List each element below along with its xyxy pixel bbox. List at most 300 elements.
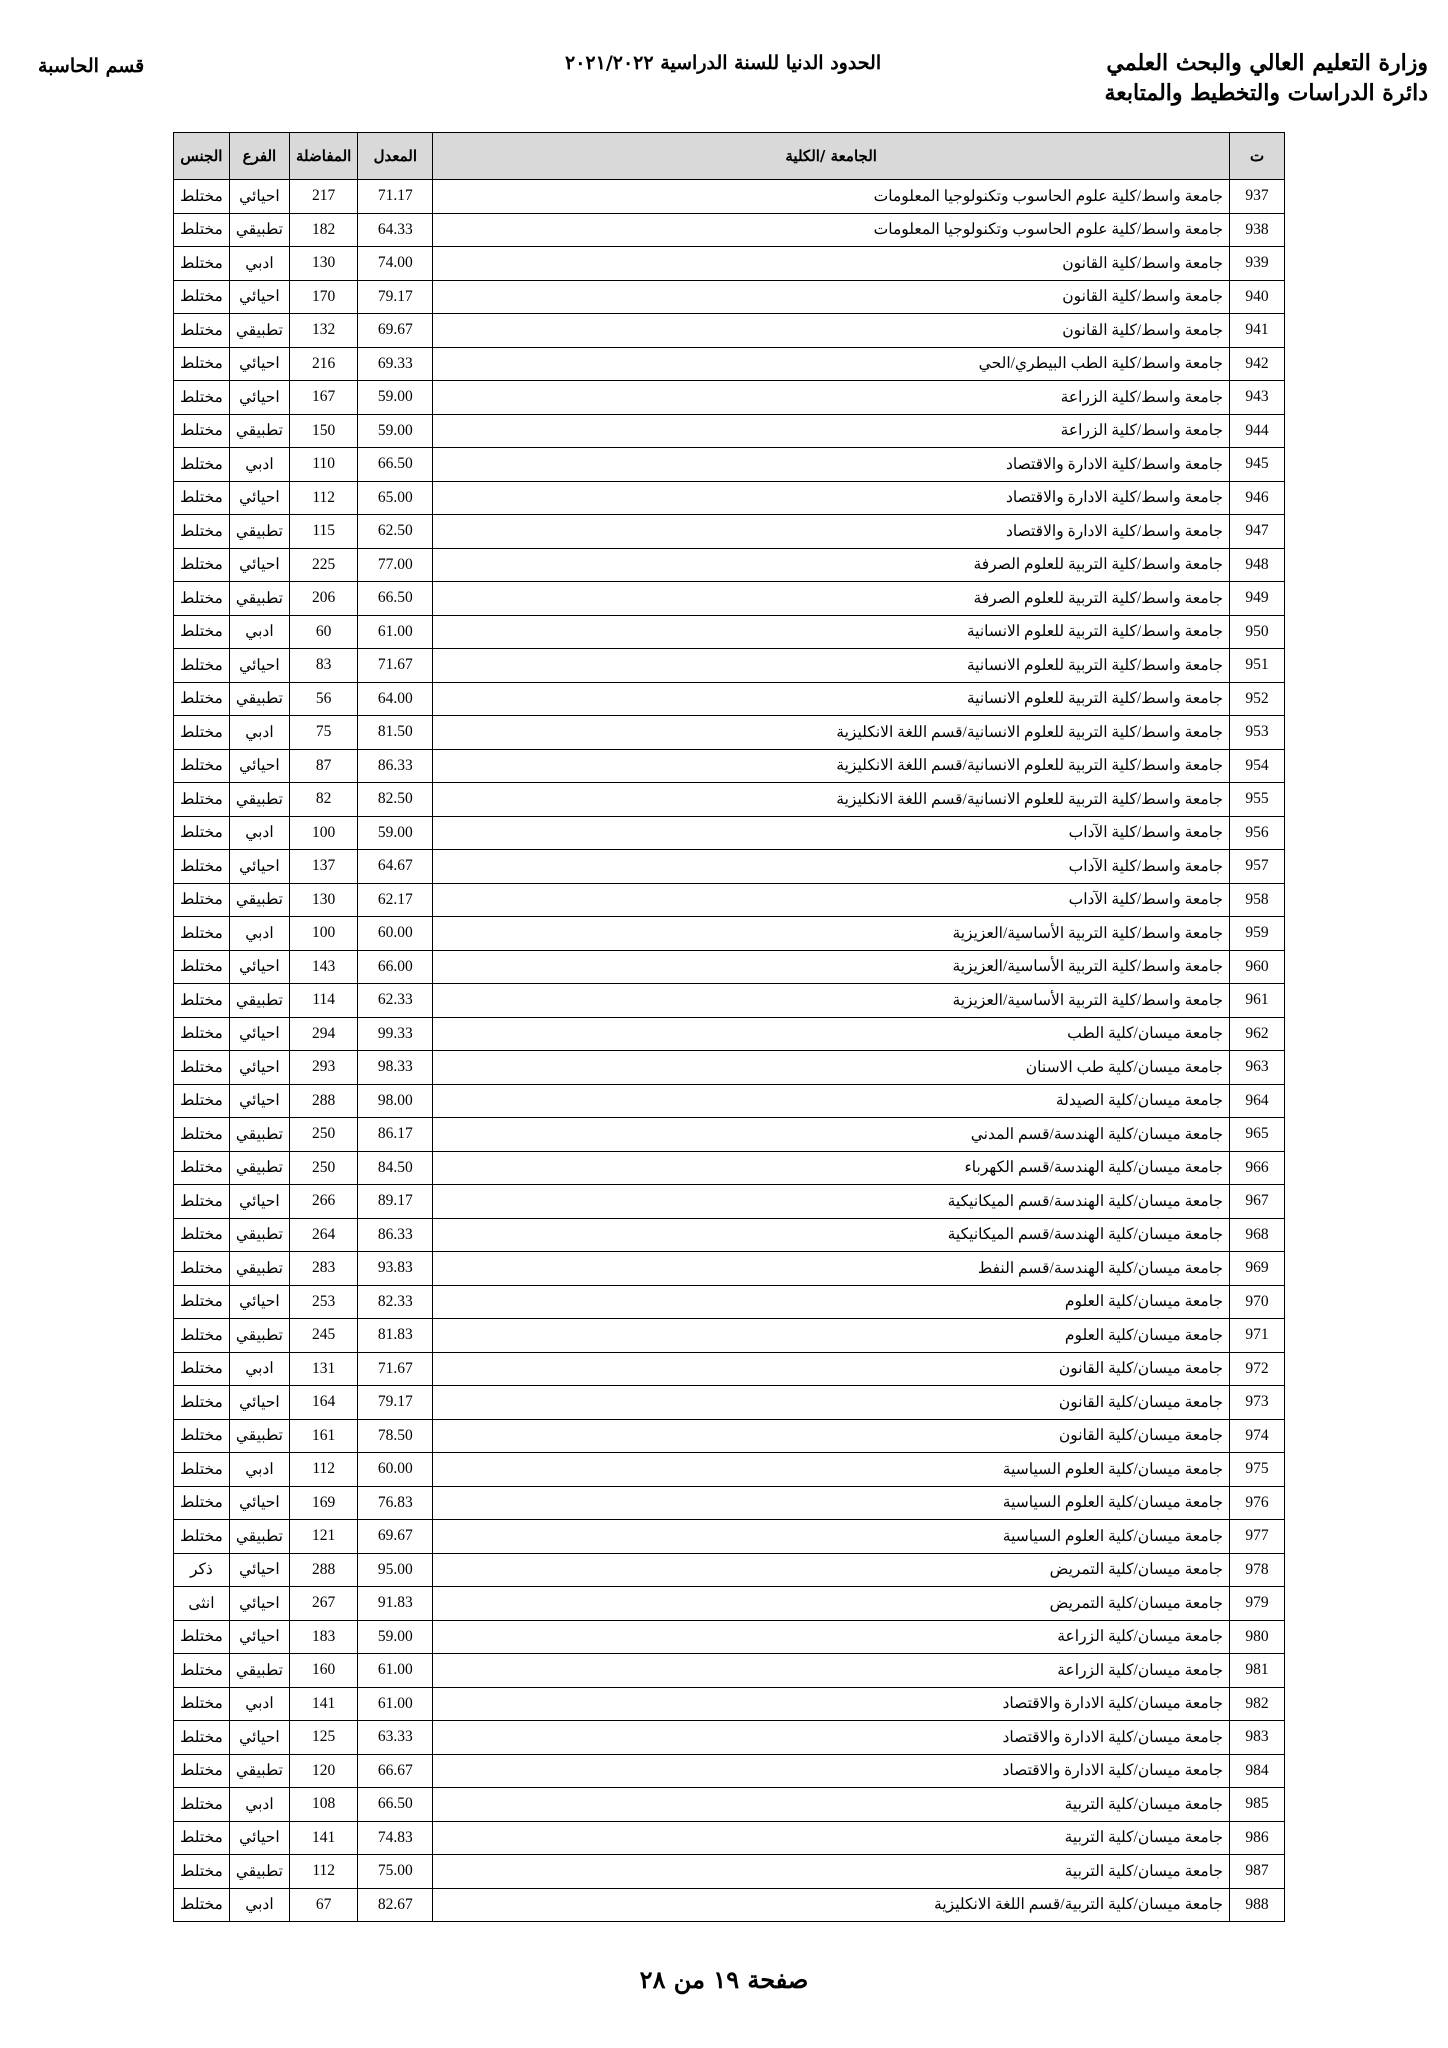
branch-cell: احيائي — [229, 850, 289, 884]
table-row — [174, 1855, 1285, 1889]
table-row — [174, 917, 1285, 951]
average-cell: 71.17 — [358, 180, 433, 214]
row-number-cell: 951 — [1230, 649, 1285, 683]
row-number-cell: 969 — [1230, 1252, 1285, 1286]
branch-cell: تطبيقي — [229, 515, 289, 549]
branch-cell: احيائي — [229, 381, 289, 415]
row-number-cell: 983 — [1230, 1721, 1285, 1755]
university-college-cell: جامعة واسط/كلية التربية الأساسية/العزيزية — [433, 984, 1230, 1018]
row-number-cell: 966 — [1230, 1151, 1285, 1185]
table-row — [174, 1721, 1285, 1755]
university-college-cell: جامعة ميسان/كلية طب الاسنان — [433, 1051, 1230, 1085]
row-number-cell: 959 — [1230, 917, 1285, 951]
row-number-cell: 972 — [1230, 1352, 1285, 1386]
table-row — [174, 749, 1285, 783]
branch-cell: تطبيقي — [229, 984, 289, 1018]
university-college-cell: جامعة ميسان/كلية العلوم السياسية — [433, 1486, 1230, 1520]
university-college-cell: جامعة ميسان/كلية الادارة والاقتصاد — [433, 1754, 1230, 1788]
column-header-gender: الجنس — [174, 133, 230, 180]
table-header-row — [174, 133, 1285, 180]
average-cell: 66.50 — [358, 1788, 433, 1822]
average-cell: 64.67 — [358, 850, 433, 884]
branch-cell: تطبيقي — [229, 213, 289, 247]
preference-cell: 283 — [290, 1252, 358, 1286]
row-number-cell: 976 — [1230, 1486, 1285, 1520]
university-college-cell: جامعة ميسان/كلية العلوم السياسية — [433, 1453, 1230, 1487]
preference-cell: 217 — [290, 180, 358, 214]
preference-cell: 150 — [290, 414, 358, 448]
table-row — [174, 883, 1285, 917]
gender-cell: مختلط — [174, 1185, 230, 1219]
preference-cell: 100 — [290, 816, 358, 850]
average-cell: 98.00 — [358, 1084, 433, 1118]
row-number-cell: 964 — [1230, 1084, 1285, 1118]
gender-cell: مختلط — [174, 716, 230, 750]
average-cell: 78.50 — [358, 1419, 433, 1453]
preference-cell: 125 — [290, 1721, 358, 1755]
branch-cell: احيائي — [229, 280, 289, 314]
gender-cell: مختلط — [174, 1118, 230, 1152]
average-cell: 86.33 — [358, 749, 433, 783]
table-row — [174, 1687, 1285, 1721]
branch-cell: تطبيقي — [229, 1118, 289, 1152]
gender-cell: مختلط — [174, 314, 230, 348]
gender-cell: مختلط — [174, 1453, 230, 1487]
university-college-cell: جامعة ميسان/كلية التربية — [433, 1821, 1230, 1855]
row-number-cell: 987 — [1230, 1855, 1285, 1889]
preference-cell: 130 — [290, 883, 358, 917]
university-college-cell: جامعة واسط/كلية علوم الحاسوب وتكنولوجيا المعلومات — [433, 213, 1230, 247]
preference-cell: 60 — [290, 615, 358, 649]
branch-cell: ادبي — [229, 1788, 289, 1822]
branch-cell: ادبي — [229, 917, 289, 951]
preference-cell: 266 — [290, 1185, 358, 1219]
gender-cell: مختلط — [174, 1252, 230, 1286]
row-number-cell: 952 — [1230, 682, 1285, 716]
university-college-cell: جامعة واسط/كلية الزراعة — [433, 414, 1230, 448]
university-college-cell: جامعة واسط/كلية الآداب — [433, 850, 1230, 884]
table-row — [174, 347, 1285, 381]
preference-cell: 82 — [290, 783, 358, 817]
university-college-cell: جامعة واسط/كلية الادارة والاقتصاد — [433, 481, 1230, 515]
branch-cell: تطبيقي — [229, 1520, 289, 1554]
row-number-cell: 981 — [1230, 1654, 1285, 1688]
branch-cell: احيائي — [229, 1721, 289, 1755]
table-row — [174, 247, 1285, 281]
gender-cell: مختلط — [174, 984, 230, 1018]
gender-cell: مختلط — [174, 1721, 230, 1755]
column-header-average: المعدل — [358, 133, 433, 180]
preference-cell: 87 — [290, 749, 358, 783]
row-number-cell: 943 — [1230, 381, 1285, 415]
gender-cell: مختلط — [174, 280, 230, 314]
row-number-cell: 955 — [1230, 783, 1285, 817]
preference-cell: 288 — [290, 1553, 358, 1587]
average-cell: 86.17 — [358, 1118, 433, 1152]
university-college-cell: جامعة ميسان/كلية الهندسة/قسم المدني — [433, 1118, 1230, 1152]
branch-cell: احيائي — [229, 1486, 289, 1520]
branch-cell: احيائي — [229, 1587, 289, 1621]
row-number-cell: 986 — [1230, 1821, 1285, 1855]
university-college-cell: جامعة واسط/كلية الادارة والاقتصاد — [433, 448, 1230, 482]
gender-cell: مختلط — [174, 1051, 230, 1085]
table-row — [174, 1118, 1285, 1152]
table-row — [174, 1587, 1285, 1621]
preference-cell: 253 — [290, 1285, 358, 1319]
university-college-cell: جامعة واسط/كلية التربية الأساسية/العزيزية — [433, 950, 1230, 984]
gender-cell: مختلط — [174, 1285, 230, 1319]
university-college-cell: جامعة ميسان/كلية التمريض — [433, 1587, 1230, 1621]
table-row — [174, 548, 1285, 582]
university-college-cell: جامعة ميسان/كلية القانون — [433, 1352, 1230, 1386]
row-number-cell: 941 — [1230, 314, 1285, 348]
preference-cell: 161 — [290, 1419, 358, 1453]
university-college-cell: جامعة واسط/كلية القانون — [433, 280, 1230, 314]
university-college-cell: جامعة واسط/كلية التربية للعلوم الانسانية — [433, 615, 1230, 649]
average-cell: 62.17 — [358, 883, 433, 917]
university-college-cell: جامعة ميسان/كلية الهندسة/قسم الميكانيكية — [433, 1218, 1230, 1252]
gender-cell: مختلط — [174, 1520, 230, 1554]
average-cell: 93.83 — [358, 1252, 433, 1286]
column-header-branch: الفرع — [229, 133, 289, 180]
gender-cell: مختلط — [174, 1151, 230, 1185]
row-number-cell: 982 — [1230, 1687, 1285, 1721]
gender-cell: مختلط — [174, 414, 230, 448]
gender-cell: ذكر — [174, 1553, 230, 1587]
row-number-cell: 961 — [1230, 984, 1285, 1018]
row-number-cell: 968 — [1230, 1218, 1285, 1252]
preference-cell: 167 — [290, 381, 358, 415]
table-row — [174, 984, 1285, 1018]
gender-cell: مختلط — [174, 649, 230, 683]
gender-cell: مختلط — [174, 850, 230, 884]
branch-cell: احيائي — [229, 1386, 289, 1420]
average-cell: 69.67 — [358, 1520, 433, 1554]
branch-cell: تطبيقي — [229, 1419, 289, 1453]
row-number-cell: 942 — [1230, 347, 1285, 381]
university-college-cell: جامعة ميسان/كلية الهندسة/قسم الميكانيكية — [433, 1185, 1230, 1219]
row-number-cell: 977 — [1230, 1520, 1285, 1554]
branch-cell: احيائي — [229, 749, 289, 783]
gender-cell: انثى — [174, 1587, 230, 1621]
row-number-cell: 957 — [1230, 850, 1285, 884]
average-cell: 69.33 — [358, 347, 433, 381]
table-row — [174, 1788, 1285, 1822]
university-college-cell: جامعة ميسان/كلية الزراعة — [433, 1654, 1230, 1688]
branch-cell: تطبيقي — [229, 314, 289, 348]
preference-cell: 143 — [290, 950, 358, 984]
row-number-cell: 971 — [1230, 1319, 1285, 1353]
table-row — [174, 1520, 1285, 1554]
preference-cell: 294 — [290, 1017, 358, 1051]
branch-cell: تطبيقي — [229, 682, 289, 716]
branch-cell: تطبيقي — [229, 1855, 289, 1889]
preference-cell: 169 — [290, 1486, 358, 1520]
gender-cell: مختلط — [174, 1620, 230, 1654]
gender-cell: مختلط — [174, 1486, 230, 1520]
page-number: صفحة ١٩ من ٢٨ — [639, 1965, 809, 1994]
row-number-cell: 984 — [1230, 1754, 1285, 1788]
row-number-cell: 944 — [1230, 414, 1285, 448]
admission-limits-table — [173, 132, 1285, 1922]
branch-cell: ادبي — [229, 716, 289, 750]
university-college-cell: جامعة ميسان/كلية القانون — [433, 1419, 1230, 1453]
preference-cell: 114 — [290, 984, 358, 1018]
preference-cell: 183 — [290, 1620, 358, 1654]
average-cell: 95.00 — [358, 1553, 433, 1587]
average-cell: 60.00 — [358, 1453, 433, 1487]
average-cell: 81.50 — [358, 716, 433, 750]
university-college-cell: جامعة واسط/كلية الزراعة — [433, 381, 1230, 415]
table-row — [174, 180, 1285, 214]
university-college-cell: جامعة ميسان/كلية الطب — [433, 1017, 1230, 1051]
university-college-cell: جامعة ميسان/كلية التمريض — [433, 1553, 1230, 1587]
average-cell: 75.00 — [358, 1855, 433, 1889]
branch-cell: تطبيقي — [229, 1218, 289, 1252]
branch-cell: احيائي — [229, 1185, 289, 1219]
branch-cell: تطبيقي — [229, 582, 289, 616]
branch-cell: احيائي — [229, 1620, 289, 1654]
branch-cell: ادبي — [229, 1453, 289, 1487]
table-row — [174, 1654, 1285, 1688]
average-cell: 59.00 — [358, 414, 433, 448]
average-cell: 66.00 — [358, 950, 433, 984]
preference-cell: 131 — [290, 1352, 358, 1386]
row-number-cell: 988 — [1230, 1888, 1285, 1922]
table-body — [174, 180, 1285, 1922]
preference-cell: 112 — [290, 1855, 358, 1889]
branch-cell: ادبي — [229, 816, 289, 850]
row-number-cell: 956 — [1230, 816, 1285, 850]
preference-cell: 141 — [290, 1821, 358, 1855]
average-cell: 59.00 — [358, 816, 433, 850]
average-cell: 65.00 — [358, 481, 433, 515]
branch-cell: احيائي — [229, 1285, 289, 1319]
average-cell: 79.17 — [358, 280, 433, 314]
gender-cell: مختلط — [174, 950, 230, 984]
table-row — [174, 716, 1285, 750]
average-cell: 66.50 — [358, 582, 433, 616]
university-college-cell: جامعة واسط/كلية التربية للعلوم الانسانية/قسم اللغة الانكليزية — [433, 749, 1230, 783]
branch-cell: تطبيقي — [229, 1151, 289, 1185]
average-cell: 98.33 — [358, 1051, 433, 1085]
preference-cell: 121 — [290, 1520, 358, 1554]
university-college-cell: جامعة واسط/كلية الطب البيطري/الحي — [433, 347, 1230, 381]
preference-cell: 288 — [290, 1084, 358, 1118]
branch-cell: احيائي — [229, 1553, 289, 1587]
row-number-cell: 973 — [1230, 1386, 1285, 1420]
preference-cell: 137 — [290, 850, 358, 884]
row-number-cell: 980 — [1230, 1620, 1285, 1654]
average-cell: 79.17 — [358, 1386, 433, 1420]
table-row — [174, 1486, 1285, 1520]
average-cell: 66.67 — [358, 1754, 433, 1788]
row-number-cell: 937 — [1230, 180, 1285, 214]
university-college-cell: جامعة واسط/كلية التربية للعلوم الصرفة — [433, 548, 1230, 582]
preference-cell: 225 — [290, 548, 358, 582]
average-cell: 69.67 — [358, 314, 433, 348]
average-cell: 61.00 — [358, 615, 433, 649]
preference-cell: 112 — [290, 481, 358, 515]
gender-cell: مختلط — [174, 1419, 230, 1453]
table-row — [174, 1386, 1285, 1420]
university-college-cell: جامعة ميسان/كلية العلوم السياسية — [433, 1520, 1230, 1554]
gender-cell: مختلط — [174, 548, 230, 582]
preference-cell: 108 — [290, 1788, 358, 1822]
preference-cell: 112 — [290, 1453, 358, 1487]
branch-cell: ادبي — [229, 1888, 289, 1922]
preference-cell: 115 — [290, 515, 358, 549]
average-cell: 91.83 — [358, 1587, 433, 1621]
average-cell: 61.00 — [358, 1687, 433, 1721]
university-college-cell: جامعة ميسان/كلية القانون — [433, 1386, 1230, 1420]
row-number-cell: 978 — [1230, 1553, 1285, 1587]
preference-cell: 75 — [290, 716, 358, 750]
average-cell: 82.67 — [358, 1888, 433, 1922]
table-row — [174, 1051, 1285, 1085]
preference-cell: 67 — [290, 1888, 358, 1922]
branch-cell: ادبي — [229, 615, 289, 649]
row-number-cell: 970 — [1230, 1285, 1285, 1319]
row-number-cell: 975 — [1230, 1453, 1285, 1487]
average-cell: 60.00 — [358, 917, 433, 951]
average-cell: 64.00 — [358, 682, 433, 716]
average-cell: 62.50 — [358, 515, 433, 549]
preference-cell: 132 — [290, 314, 358, 348]
branch-cell: احيائي — [229, 548, 289, 582]
gender-cell: مختلط — [174, 1386, 230, 1420]
gender-cell: مختلط — [174, 816, 230, 850]
row-number-cell: 985 — [1230, 1788, 1285, 1822]
university-college-cell: جامعة واسط/كلية التربية للعلوم الانسانية/قسم اللغة الانكليزية — [433, 716, 1230, 750]
preference-cell: 141 — [290, 1687, 358, 1721]
average-cell: 59.00 — [358, 1620, 433, 1654]
university-college-cell: جامعة واسط/كلية الآداب — [433, 816, 1230, 850]
preference-cell: 164 — [290, 1386, 358, 1420]
average-cell: 74.83 — [358, 1821, 433, 1855]
branch-cell: احيائي — [229, 1821, 289, 1855]
row-number-cell: 963 — [1230, 1051, 1285, 1085]
gender-cell: مختلط — [174, 213, 230, 247]
row-number-cell: 967 — [1230, 1185, 1285, 1219]
gender-cell: مختلط — [174, 1218, 230, 1252]
average-cell: 76.83 — [358, 1486, 433, 1520]
row-number-cell: 979 — [1230, 1587, 1285, 1621]
gender-cell: مختلط — [174, 883, 230, 917]
table-row — [174, 515, 1285, 549]
column-header-preference: المفاضلة — [290, 133, 358, 180]
row-number-cell: 974 — [1230, 1419, 1285, 1453]
gender-cell: مختلط — [174, 582, 230, 616]
branch-cell: تطبيقي — [229, 783, 289, 817]
preference-cell: 170 — [290, 280, 358, 314]
directorate-name: دائرة الدراسات والتخطيط والمتابعة — [1104, 80, 1428, 106]
table-row — [174, 1620, 1285, 1654]
document-title: الحدود الدنيا للسنة الدراسية ٢٠٢١/٢٠٢٢ — [565, 52, 882, 74]
gender-cell: مختلط — [174, 615, 230, 649]
average-cell: 86.33 — [358, 1218, 433, 1252]
branch-cell: احيائي — [229, 1017, 289, 1051]
preference-cell: 160 — [290, 1654, 358, 1688]
gender-cell: مختلط — [174, 347, 230, 381]
table-row — [174, 1218, 1285, 1252]
table-row — [174, 314, 1285, 348]
university-college-cell: جامعة ميسان/كلية الادارة والاقتصاد — [433, 1687, 1230, 1721]
row-number-cell: 938 — [1230, 213, 1285, 247]
average-cell: 82.50 — [358, 783, 433, 817]
table-row — [174, 1352, 1285, 1386]
row-number-cell: 947 — [1230, 515, 1285, 549]
branch-cell: تطبيقي — [229, 414, 289, 448]
university-college-cell: جامعة واسط/كلية التربية للعلوم الصرفة — [433, 582, 1230, 616]
branch-cell: احيائي — [229, 1051, 289, 1085]
preference-cell: 245 — [290, 1319, 358, 1353]
preference-cell: 293 — [290, 1051, 358, 1085]
preference-cell: 250 — [290, 1118, 358, 1152]
gender-cell: مختلط — [174, 247, 230, 281]
table-row — [174, 1319, 1285, 1353]
branch-cell: تطبيقي — [229, 1754, 289, 1788]
university-college-cell: جامعة ميسان/كلية الادارة والاقتصاد — [433, 1721, 1230, 1755]
preference-cell: 264 — [290, 1218, 358, 1252]
gender-cell: مختلط — [174, 1754, 230, 1788]
branch-cell: احيائي — [229, 1084, 289, 1118]
preference-cell: 182 — [290, 213, 358, 247]
average-cell: 89.17 — [358, 1185, 433, 1219]
row-number-cell: 946 — [1230, 481, 1285, 515]
gender-cell: مختلط — [174, 917, 230, 951]
university-college-cell: جامعة ميسان/كلية الصيدلة — [433, 1084, 1230, 1118]
table-row — [174, 481, 1285, 515]
gender-cell: مختلط — [174, 1687, 230, 1721]
branch-cell: احيائي — [229, 347, 289, 381]
table-row — [174, 1553, 1285, 1587]
row-number-cell: 953 — [1230, 716, 1285, 750]
branch-cell: تطبيقي — [229, 883, 289, 917]
average-cell: 63.33 — [358, 1721, 433, 1755]
table-row — [174, 950, 1285, 984]
table-row — [174, 1252, 1285, 1286]
row-number-cell: 960 — [1230, 950, 1285, 984]
table-row — [174, 615, 1285, 649]
university-college-cell: جامعة واسط/كلية الآداب — [433, 883, 1230, 917]
row-number-cell: 965 — [1230, 1118, 1285, 1152]
university-college-cell: جامعة ميسان/كلية الهندسة/قسم النفط — [433, 1252, 1230, 1286]
table-row — [174, 850, 1285, 884]
gender-cell: مختلط — [174, 1352, 230, 1386]
gender-cell: مختلط — [174, 1084, 230, 1118]
table-row — [174, 1185, 1285, 1219]
branch-cell: تطبيقي — [229, 1319, 289, 1353]
university-college-cell: جامعة واسط/كلية التربية للعلوم الانسانية — [433, 649, 1230, 683]
table-row — [174, 582, 1285, 616]
average-cell: 77.00 — [358, 548, 433, 582]
average-cell: 71.67 — [358, 1352, 433, 1386]
branch-cell: ادبي — [229, 448, 289, 482]
row-number-cell: 945 — [1230, 448, 1285, 482]
gender-cell: مختلط — [174, 515, 230, 549]
table-row — [174, 783, 1285, 817]
row-number-cell: 962 — [1230, 1017, 1285, 1051]
gender-cell: مختلط — [174, 1855, 230, 1889]
university-college-cell: جامعة ميسان/كلية التربية — [433, 1855, 1230, 1889]
table-row — [174, 1754, 1285, 1788]
average-cell: 81.83 — [358, 1319, 433, 1353]
university-college-cell: جامعة واسط/كلية التربية للعلوم الانسانية/قسم اللغة الانكليزية — [433, 783, 1230, 817]
preference-cell: 130 — [290, 247, 358, 281]
preference-cell: 120 — [290, 1754, 358, 1788]
table-row — [174, 381, 1285, 415]
